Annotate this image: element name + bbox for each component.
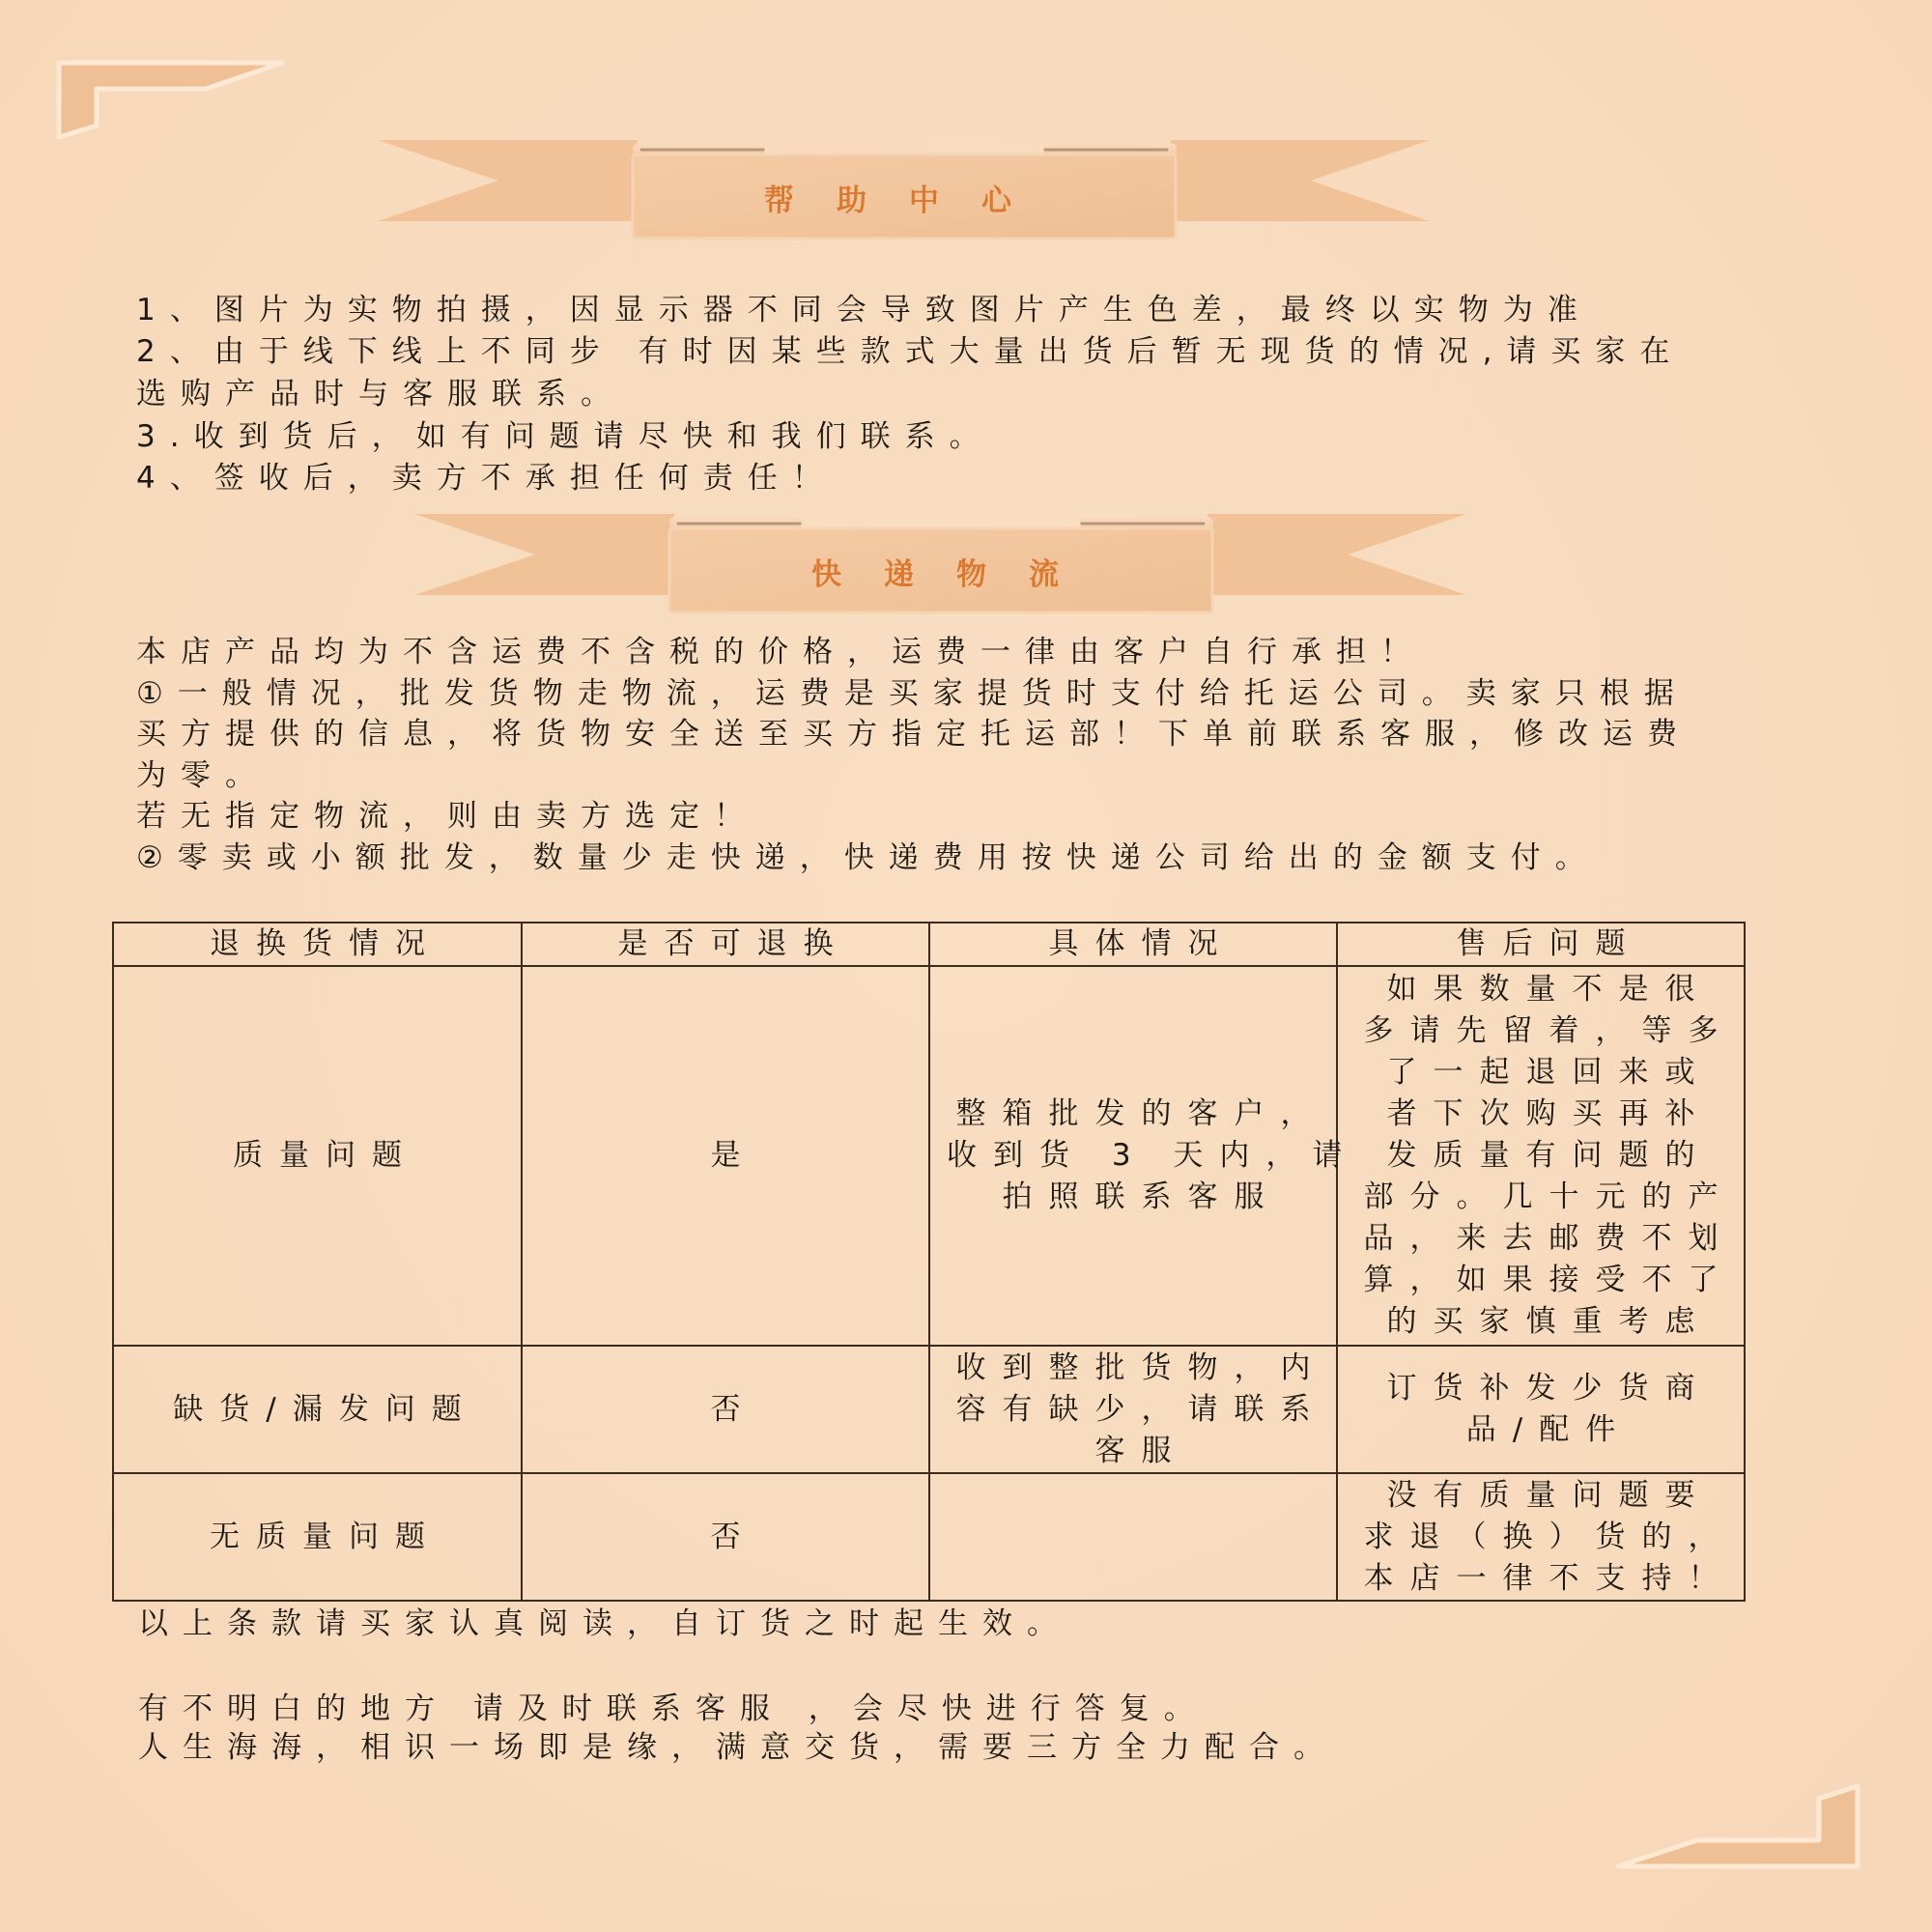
corner-ornament-top-left xyxy=(59,63,282,137)
cell-line: 缺货/漏发问题 xyxy=(173,1391,478,1427)
ribbon-tail-left xyxy=(378,140,638,221)
cell-line: 否 xyxy=(710,1519,757,1554)
cell-line: 求退（换）货的， xyxy=(1363,1519,1735,1554)
section-title-help-center: 帮助中心 xyxy=(764,184,1054,218)
section-title-shipping: 快递物流 xyxy=(811,557,1101,592)
footer-closing-note: 人生海海，相识一场即是缘，满意交货，需要三方全力配合。 xyxy=(138,1730,1338,1765)
table-cell-details xyxy=(929,1346,1337,1473)
cell-line: 整箱批发的客户， xyxy=(955,1096,1327,1131)
header-label: 售后问题 xyxy=(1456,926,1642,961)
table-row-quality-issue xyxy=(113,966,1745,1346)
header-returnable xyxy=(522,923,929,966)
header-after-sales xyxy=(1337,923,1745,966)
help-item-3: 3.收到货后，如有问题请尽快和我们联系。 xyxy=(136,419,994,454)
header-return-situation xyxy=(113,923,522,966)
header-label: 具体情况 xyxy=(1048,926,1235,961)
cell-line: 收到整批货物，内 xyxy=(955,1350,1327,1385)
cell-line: 部分。几十元的产 xyxy=(1363,1179,1735,1214)
ribbon-tail-right xyxy=(1171,140,1430,221)
header-label: 是否可退换 xyxy=(617,926,850,961)
cell-line: 如果数量不是很 xyxy=(1386,972,1712,1007)
cell-line: 订货补发少货商 xyxy=(1386,1371,1712,1406)
cell-line: 无质量问题 xyxy=(210,1519,441,1554)
help-item-2: 2、由于线下线上不同步 有时因某些款式大量出货后暂无现货的情况,请买家在 xyxy=(136,334,1685,369)
footer-contact-note: 有不明白的地方 请及时联系客服 ，会尽快进行答复。 xyxy=(138,1691,1208,1726)
shipping-line: ②零卖或小额批发，数量少走快递，快递费用按快递公司给出的金额支付。 xyxy=(136,840,1600,875)
table-cell-returnable xyxy=(522,1346,929,1473)
cell-line: 算，如果接受不了 xyxy=(1363,1263,1735,1297)
table-cell-returnable xyxy=(522,966,929,1346)
table-cell-after-sales xyxy=(1337,1473,1745,1601)
ribbon-tail-left xyxy=(414,514,674,595)
cell-line: 本店一律不支持！ xyxy=(1363,1560,1735,1596)
cell-line: 者下次购买再补 xyxy=(1386,1096,1712,1131)
cell-line: 品，来去邮费不划 xyxy=(1363,1221,1735,1256)
shipping-line: 买方提供的信息，将货物安全送至买方指定托运部！下单前联系客服，修改运费 xyxy=(136,717,1691,752)
cell-line: 客服 xyxy=(1094,1433,1188,1468)
cell-line: 发质量有问题的 xyxy=(1386,1138,1712,1173)
table-cell-after-sales xyxy=(1337,966,1745,1346)
help-item-2-continued: 选购产品时与客服联系。 xyxy=(136,377,625,412)
table-cell-details-empty xyxy=(929,1473,1337,1601)
cell-line: 收到货 3 天内，请 xyxy=(947,1138,1359,1173)
header-label: 退换货情况 xyxy=(210,926,441,961)
cell-line: 否 xyxy=(710,1391,757,1427)
cell-line: 是 xyxy=(710,1138,757,1173)
table-header-row xyxy=(113,923,1745,966)
ribbon-tail-right xyxy=(1208,514,1466,595)
help-item-1: 1、图片为实物拍摄，因显示器不同会导致图片产生色差，最终以实物为准 xyxy=(136,293,1592,327)
table-cell-situation xyxy=(113,1346,522,1473)
shipping-line: 为零。 xyxy=(136,758,270,793)
returns-policy-table xyxy=(112,922,1746,1602)
table-cell-situation xyxy=(113,1473,522,1601)
cell-line: 的买家慎重考虑 xyxy=(1386,1304,1712,1339)
cell-line: 品/配件 xyxy=(1465,1412,1633,1447)
help-item-4: 4、签收后，卖方不承担任何责任！ xyxy=(136,461,837,496)
cell-line: 容有缺少，请联系 xyxy=(955,1391,1327,1427)
table-cell-after-sales xyxy=(1337,1346,1745,1473)
corner-ornament-bottom-right xyxy=(1618,1786,1858,1866)
table-row-missing-items xyxy=(113,1346,1745,1473)
cell-line: 了一起退回来或 xyxy=(1386,1055,1712,1090)
shipping-line: 若无指定物流，则由卖方选定！ xyxy=(136,799,758,834)
cell-line: 多请先留着，等多 xyxy=(1363,1013,1735,1048)
footer-terms-note: 以上条款请买家认真阅读，自订货之时起生效。 xyxy=(138,1606,1071,1641)
shipping-line: 本店产品均为不含运费不含税的价格，运费一律由客户自行承担！ xyxy=(136,635,1425,669)
cell-line: 没有质量问题要 xyxy=(1386,1477,1712,1513)
table-cell-situation xyxy=(113,966,522,1346)
cell-line: 拍照联系客服 xyxy=(1002,1179,1281,1214)
header-details xyxy=(929,923,1337,966)
cell-line: 质量问题 xyxy=(233,1138,418,1173)
shipping-line: ①一般情况，批发货物走物流，运费是买家提货时支付给托运公司。卖家只根据 xyxy=(136,676,1689,711)
table-cell-returnable xyxy=(522,1473,929,1601)
table-cell-details xyxy=(929,966,1359,1346)
table-row-no-quality-issue xyxy=(113,1473,1745,1601)
